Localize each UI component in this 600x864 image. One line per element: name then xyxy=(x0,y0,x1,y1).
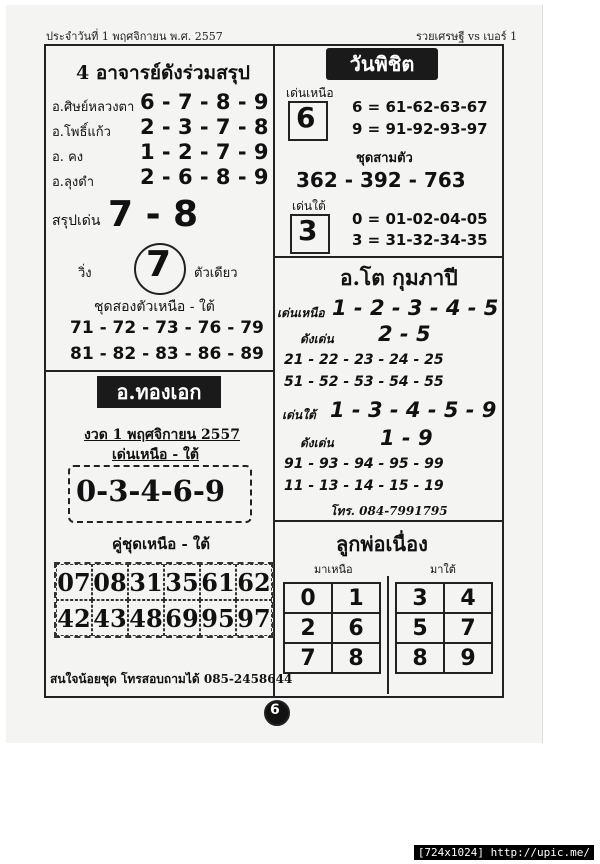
pair-cell: 35 xyxy=(164,564,200,600)
master-numbers: 2 - 3 - 7 - 8 xyxy=(140,115,269,139)
header-issue: รวยเศรษฐี vs เบอร์ 1 xyxy=(416,30,518,43)
three-digit-value: 362 - 392 - 763 xyxy=(296,168,466,192)
north-line-1: 6 = 61-62-63-67 xyxy=(352,98,488,116)
south-digit-grid xyxy=(395,582,493,674)
summary-value: 7 - 8 xyxy=(108,194,199,235)
pairs-title: ชุดสองตัวเหนือ - ใต้ xyxy=(94,299,215,315)
master-numbers: 6 - 7 - 8 - 9 xyxy=(140,90,269,114)
draw-date: งวด 1 พฤศจิกายน 2557 xyxy=(84,427,241,443)
mid-south-nums: 1 - 3 - 4 - 5 - 9 xyxy=(330,398,497,422)
north-south-label: เด่นเหนือ - ใต้ xyxy=(112,447,199,463)
north-value: 6 xyxy=(296,101,316,134)
pairs-grid-title: คู่ชุดเหนือ - ใต้ xyxy=(112,535,210,553)
pair-cell: 31 xyxy=(128,564,164,600)
pair-cell: 08 xyxy=(92,564,128,600)
mid-row-3: 91 - 93 - 94 - 95 - 99 xyxy=(284,456,444,472)
mid-dang-nums-2: 1 - 9 xyxy=(380,426,433,450)
pair-cell: 43 xyxy=(92,600,128,636)
run-value: 7 xyxy=(146,244,172,285)
mid-north-label: เด่นเหนือ xyxy=(277,306,325,320)
pair-cell: 69 xyxy=(164,600,200,636)
digit-cell: 9 xyxy=(444,643,492,673)
master-name: อ.โพธิ์แก้ว xyxy=(52,125,111,140)
three-digit-label: ชุดสามตัว xyxy=(356,151,413,166)
pair-cell: 48 xyxy=(128,600,164,636)
pair-cell: 95 xyxy=(200,600,236,636)
north-line-2: 9 = 91-92-93-97 xyxy=(352,120,488,138)
pair-cell: 61 xyxy=(200,564,236,600)
left-grid-label: มาเหนือ xyxy=(314,563,353,576)
pair-cell: 97 xyxy=(236,600,272,636)
master-numbers: 2 - 6 - 8 - 9 xyxy=(140,165,269,189)
master-name: อ. คง xyxy=(52,150,84,165)
right-grid-label: มาใต้ xyxy=(430,563,456,576)
mid-north-nums: 1 - 2 - 3 - 4 - 5 xyxy=(332,296,499,320)
header-date: ประจำวันที่ 1 พฤศจิกายน พ.ศ. 2557 xyxy=(46,30,223,43)
pair-cell: 62 xyxy=(236,564,272,600)
contact-footer: สนใจน้อยชุด โทรสอบถามได้ 085-2458644 xyxy=(50,672,293,686)
mid-row-4: 11 - 13 - 14 - 15 - 19 xyxy=(284,478,444,494)
digit-cell: 8 xyxy=(396,643,444,673)
south-line-2: 3 = 31-32-34-35 xyxy=(352,231,488,249)
mid-dang-label-2: ดังเด่น xyxy=(300,436,334,450)
pair-cell: 07 xyxy=(56,564,92,600)
mid-phone: โทร. 084-7991795 xyxy=(330,504,448,518)
pairs-grid xyxy=(54,562,274,638)
run-label: วิ่ง xyxy=(78,266,92,281)
digit-cell: 6 xyxy=(332,613,380,643)
digit-cell: 8 xyxy=(332,643,380,673)
south-value: 3 xyxy=(298,214,318,247)
north-digit-grid xyxy=(283,582,381,674)
section-title-4-masters: 4 อาจารย์ดังร่วมสรุป xyxy=(76,62,250,84)
south-line-1: 0 = 01-02-04-05 xyxy=(352,210,488,228)
left-section-divider xyxy=(44,370,275,372)
main-number: 0-3-4-6-9 xyxy=(76,474,226,508)
mid-row-2: 51 - 52 - 53 - 54 - 55 xyxy=(284,374,444,390)
digit-cell: 7 xyxy=(284,643,332,673)
pairs-line-1: 71 - 72 - 73 - 76 - 79 xyxy=(70,318,264,338)
digit-cell: 0 xyxy=(284,583,332,613)
page-number: 6 xyxy=(270,702,280,718)
digit-cell: 1 xyxy=(332,583,380,613)
section-title-wan-pichit: วันพิชิต xyxy=(326,48,438,80)
bottom-grid-divider xyxy=(387,576,389,694)
master-name: อ.ศิษย์หลวงตา xyxy=(52,100,135,115)
digit-cell: 3 xyxy=(396,583,444,613)
right-divider-1 xyxy=(274,256,502,258)
section-title-look-por-nueang: ลูกพ่อเนื่อง xyxy=(336,532,428,556)
watermark: [724x1024] http://upic.me/ xyxy=(414,845,594,860)
section-title-thong-ek: อ.ทองเอก xyxy=(97,376,221,408)
digit-cell: 4 xyxy=(444,583,492,613)
digit-cell: 7 xyxy=(444,613,492,643)
digit-cell: 5 xyxy=(396,613,444,643)
north-label: เด่นเหนือ xyxy=(286,86,334,100)
pair-cell: 42 xyxy=(56,600,92,636)
digit-cell: 2 xyxy=(284,613,332,643)
south-label: เด่นใต้ xyxy=(292,199,326,213)
single-label: ตัวเดียว xyxy=(194,266,238,281)
section-title-to-kumpapee: อ.โต กุมภาปี xyxy=(340,265,458,290)
pairs-line-2: 81 - 82 - 83 - 86 - 89 xyxy=(70,344,264,364)
summary-label: สรุปเด่น xyxy=(52,213,101,229)
mid-dang-label-1: ดังเด่น xyxy=(300,332,334,346)
mid-south-label: เด่นใต้ xyxy=(282,408,316,422)
master-numbers: 1 - 2 - 7 - 9 xyxy=(140,140,269,164)
mid-dang-nums-1: 2 - 5 xyxy=(378,322,431,346)
master-name: อ.ลุงดำ xyxy=(52,175,94,190)
mid-row-1: 21 - 22 - 23 - 24 - 25 xyxy=(284,352,444,368)
